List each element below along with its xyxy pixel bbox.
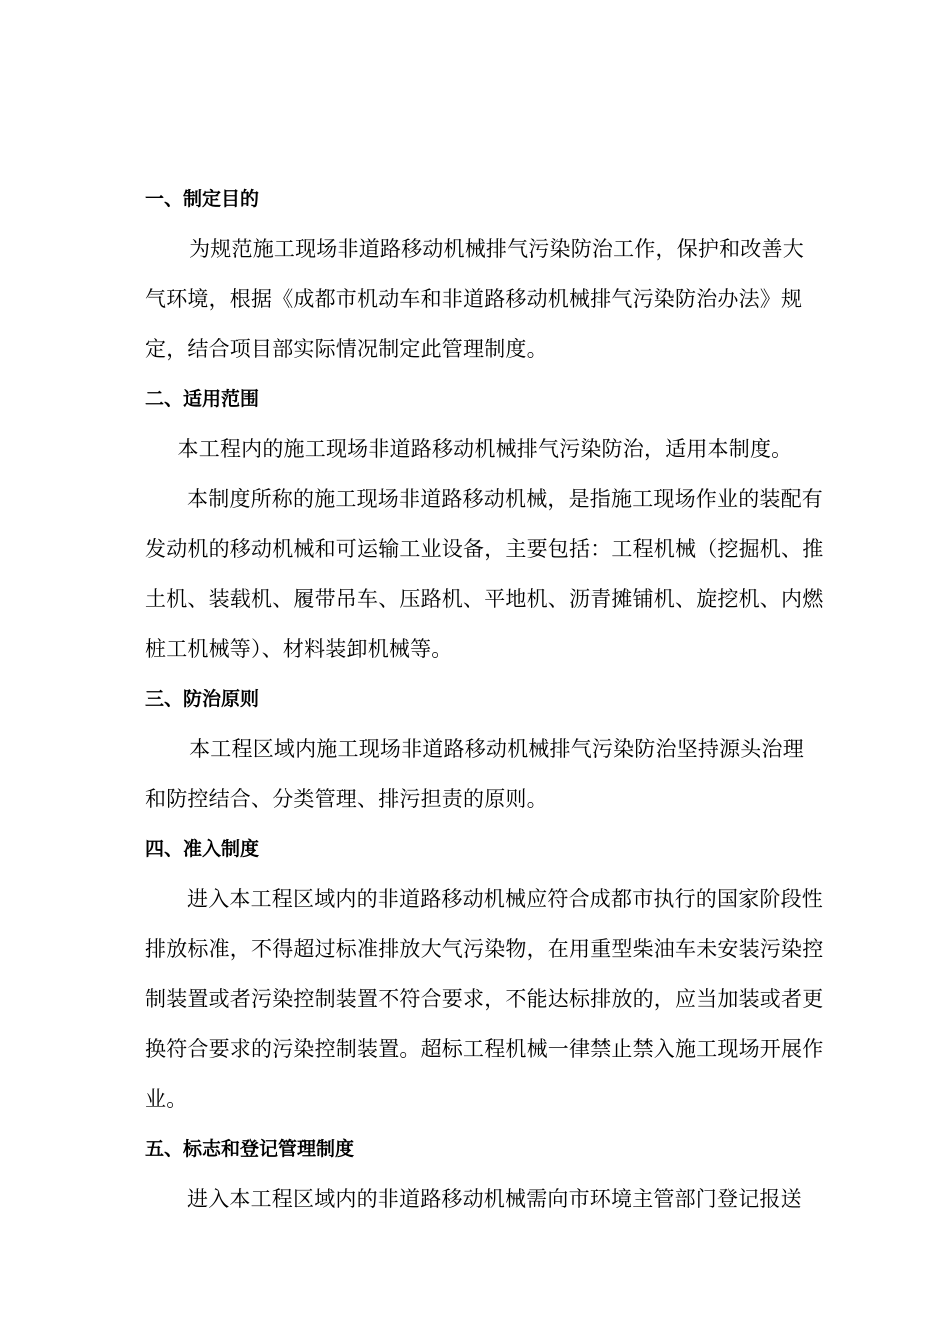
paragraph: 进入本工程区域内的非道路移动机械需向市环境主管部门登记报送 [187, 1187, 802, 1211]
section-heading: 二、适用范围 [145, 388, 260, 410]
section-purpose [145, 174, 825, 374]
section-heading: 四、准入制度 [145, 838, 260, 860]
section-heading: 一、制定目的 [145, 188, 260, 210]
paragraph: 本工程内的施工现场非道路移动机械排气污染防治，适用本制度。 [177, 437, 793, 461]
paragraph: 本工程区域内施工现场非道路移动机械排气污染防治坚持源头治理和防控结合、分类管理、排污担责的原则。 [145, 737, 804, 811]
section-scope [145, 374, 825, 674]
paragraph: 本制度所称的施工现场非道路移动机械，是指施工现场作业的装配有发动机的移动机械和可运输工业设备，主要包括：工程机械（挖掘机、推土机、装载机、履带吊车、压路机、平地机、沥青摊铺机、旋挖机、内燃桩工机械等）、材料装卸机械等。 [145, 487, 824, 661]
section-principles [145, 674, 825, 824]
document-page [145, 174, 825, 1224]
section-access [145, 824, 825, 1124]
section-registration [145, 1124, 825, 1224]
section-heading: 三、防治原则 [145, 688, 260, 710]
section-heading: 五、标志和登记管理制度 [145, 1138, 355, 1160]
paragraph: 为规范施工现场非道路移动机械排气污染防治工作，保护和改善大气环境，根据《成都市机动车和非道路移动机械排气污染防治办法》规定，结合项目部实际情况制定此管理制度。 [145, 237, 804, 361]
paragraph: 进入本工程区域内的非道路移动机械应符合成都市执行的国家阶段性排放标准，不得超过标准排放大气污染物，在用重型柴油车未安装污染控制装置或者污染控制装置不符合要求，不能达标排放的，应当加装或者更换符合要求的污染控制装置。超标工程机械一律禁止禁入施工现场开展作业。 [145, 887, 824, 1111]
